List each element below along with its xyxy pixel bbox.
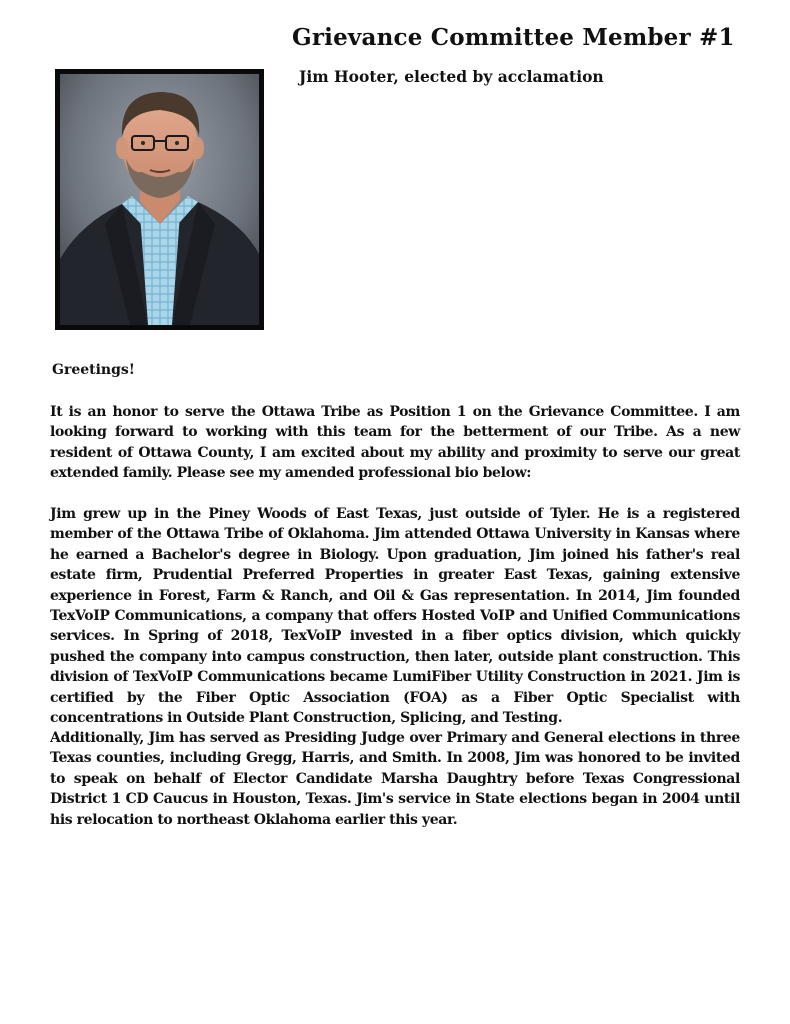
- portrait-photo: [55, 69, 264, 330]
- paragraph-bio: Jim grew up in the Piney Woods of East Texas, just outside of Tyler. He is a registered member of the Ottawa Tribe of Oklahoma. Jim attended Ottawa University in Kansas where he earned a Bachelor's degree in Biology. Upon graduation, Jim joined his father's real estate firm, Prudential Preferred Properties in greater East Texas, gaining extensive experience in Forest, Farm & Ranch, and Oil & Gas representation. In 2014, Jim founded TexVoIP Communications, a company that offers Hosted VoIP and Unified Communications services. In Spring of 2018, TexVoIP invested in a fiber optics division, which quickly pushed the company into campus construction, then later, outside plant construction. This division of TexVoIP Communications became LumiFiber Utility Construction in 2021. Jim is certified by the Fiber Optic Association (FOA) as a Fiber Optic Specialist with concentrations in Outside Plant Construction, Splicing, and Testing.: [50, 506, 740, 727]
- member-name-subtitle: Jim Hooter, elected by acclamation: [299, 67, 604, 86]
- paragraph-elections: Additionally, Jim has served as Presiding Judge over Primary and General elections in three Texas counties, including Gregg, Harris, and Smith. In 2008, Jim was honored to be invited to speak on behalf of Elector Candidate Marsha Daughtry before Texas Congressional District 1 CD Caucus in Houston, Texas. Jim's service in State elections began in 2004 until his relocation to northeast Oklahoma earlier this year.: [50, 730, 740, 828]
- page-title: Grievance Committee Member #1: [292, 24, 735, 51]
- paragraph-intro: It is an honor to serve the Ottawa Tribe as Position 1 on the Grievance Committee. I am looking forward to working with this team for the betterment of our Tribe. As a new resident of Ottawa County, I am excited about my ability and proximity to serve our great extended family. Please see my amended professional bio below:: [50, 404, 740, 482]
- greeting-text: Greetings!: [52, 362, 135, 378]
- portrait-photo-icon: [60, 74, 259, 325]
